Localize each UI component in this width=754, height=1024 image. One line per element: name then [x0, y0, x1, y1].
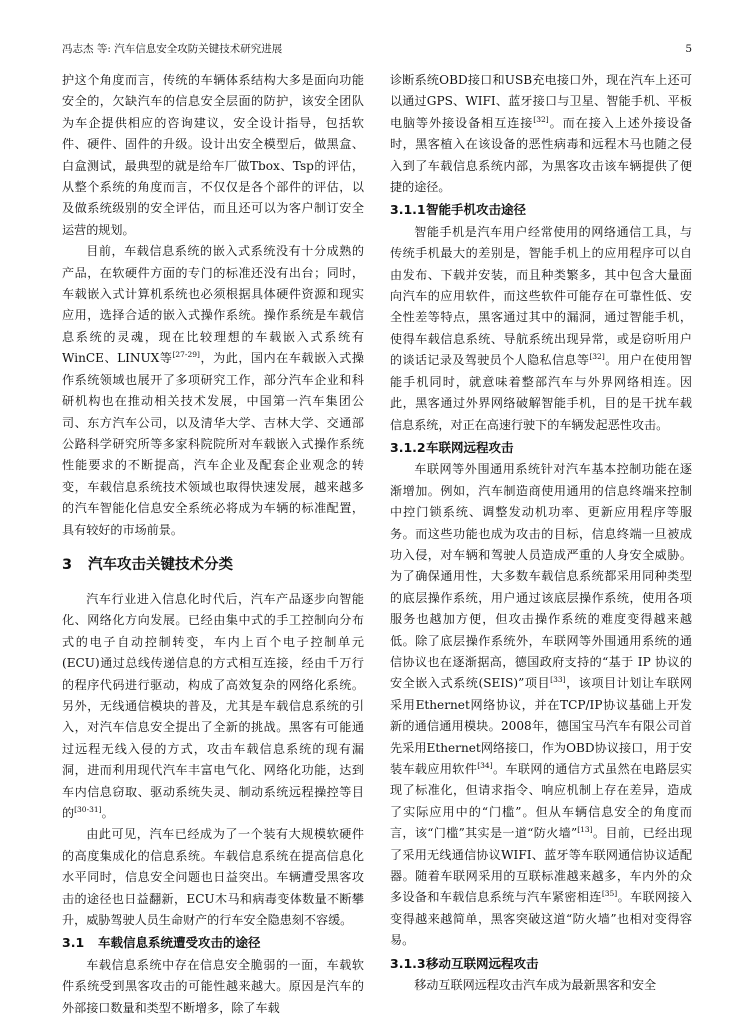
section-heading	[62, 553, 364, 577]
citation[interactable]: [32]	[589, 352, 605, 362]
paragraph	[62, 241, 364, 541]
paragraph	[390, 70, 692, 198]
subsubsection-number: 3.1.1	[390, 202, 426, 218]
subsubsection-heading	[390, 199, 692, 220]
running-header	[62, 40, 692, 58]
citation[interactable]: [32]	[533, 114, 549, 124]
subsubsection-title: 移动互联网远程攻击	[426, 955, 539, 971]
paragraph-text: 诊断系统OBD接口和USB充电接口外，现在汽车上还可以通过GPS、WIFI、蓝牙接口与卫星、智能手机、平板电脑等外接设备相互连接	[390, 73, 692, 130]
section-title: 汽车攻击关键技术分类	[88, 556, 233, 573]
paragraph: 移动互联网远程攻击汽车成为最新黑客和安全	[414, 978, 657, 993]
subsubsection-title: 智能手机攻击途径	[426, 202, 527, 218]
left-column	[62, 70, 364, 1019]
paragraph: 由此可见，汽车已经成为了一个装有大规模软硬件的高度集成化的信息系统。车载信息系统在提高信息化水平同时，信息安全问题也日益突出。车辆遭受黑客攻击的途径也日益翻新，ECU木马和病毒变体数量不断攀升，威胁驾驶人员生命财产的行车安全隐患刻不容缓。	[62, 827, 364, 928]
subsubsection-heading	[390, 437, 692, 458]
paragraph-text: 。用户在使用智能手机同时，就意味着整部汽车与外界网络相连。因此，黑客通过外界网络破解智能手机，目的是干扰车载信息系统，对正在高速行驶下的车辆发起恶性攻击。	[390, 353, 692, 432]
subsubsection-heading	[390, 953, 692, 974]
citation[interactable]: [33]	[550, 675, 566, 685]
subsubsection-number: 3.1.3	[390, 955, 426, 971]
paragraph-text: 。	[101, 806, 114, 820]
paragraph-text: 。而在接入上述外接设备时，黑客植入在该设备的恶性病毒和远程木马也随之侵入到了车载信息系统内部，为黑客攻击该车辆提供了便捷的途径。	[390, 115, 692, 195]
citation[interactable]: [34]	[477, 761, 493, 770]
paragraph-text: ，为此，国内在车载嵌入式操作系统领域也展开了多项研究工作，部分汽车企业和科研机构也在推动相关技术发展，中国第一汽车集团公司、东方汽车公司，以及清华大学、吉林大学、交通部公路科学研究所等多家科院院所对车载嵌入式操作系统性能要求的不断提高，汽车企业及配套企业观念的转变，车载信息系统技术领域也取得快速发展，越来越多的汽车智能化信息安全系统必将成为车辆的标准配置，具有较好的市场前景。	[62, 351, 364, 537]
citation[interactable]: [30-31]	[74, 805, 102, 814]
paragraph-text: 。车联网的通信方式虽然在电路层实现了标准化，但请求指令、响应机制上存在差异，造成了实际应用中的“门槛”。但从车辆信息安全的角度而言，该“门槛”其实是一道“防火墙”	[390, 762, 692, 841]
right-column	[390, 70, 692, 996]
paragraph-text: 汽车行业进入信息化时代后，汽车产品逐步向智能化、网络化方向发展。已经由集中式的手工控制向分布式的电子自动控制转变，车内上百个电子控制单元(ECU)通过总线传递信息的方式相互连接，经由千万行的程序代码进行驱动，构成了高效复杂的网络化系统。另外，无线通信模块的普及，尤其是车载信息系统的引入，对汽车信息安全提出了全新的挑战。黑客有可能通过远程无线入侵的方式，攻击车载信息系统的现有漏洞，进而利用现代汽车丰富电气化、网络化功能，达到车内信息窃取、驱动系统失灵、制动系统远程操控等目的	[62, 591, 364, 820]
subsection-number: 3.1	[62, 935, 85, 951]
subsection-heading	[62, 932, 364, 953]
paragraph: 车载信息系统中存在信息安全脆弱的一面，车载软件系统受到黑客攻击的可能性越来越大。原因是汽车的外部接口数量和类型不断增多，除了车载	[62, 957, 364, 1015]
paragraph-text: 智能手机是汽车用户经常使用的网络通信工具，与传统手机最大的差别是，智能手机上的应用程序可以自由发布、下载并安装，而且种类繁多，其中包含大量面向汽车的应用软件，而这些软件可能存在可靠性低、安全性差等特点，黑客通过其中的漏洞，通过智能手机，使得车载信息系统、导航系统出现异常，或是窃听用户的谈话记录及驾驶员个人隐私信息等	[390, 224, 692, 368]
paragraph: 护这个角度而言，传统的车辆体系结构大多是面向功能安全的，欠缺汽车的信息安全层面的防护，该安全团队为车企提供相应的咨询建议，安全设计指导，包括软件、硬件、固件的升级。设计出安全模型后，做黑盒、白盒测试，最典型的就是给车厂做Tbox、Tsp的评估，从整个系统的角度而言，不仅仅是各个部件的评估，以及做系统级别的安全评估，而且还可以为客户制订安全运营的规划。	[62, 73, 364, 237]
paragraph-text: 车联网等外围通用系统针对汽车基本控制功能在逐渐增加。例如，汽车制造商使用通用的信息终端来控制中控门锁系统、调整发动机功率、更新应用程序等服务。而这些功能也成为攻击的目标，信息终端一旦被成功入侵，对车辆和驾驶人员造成严重的人身安全威胁。为了确保通用性，大多数车载信息系统都采用同种类型的底层操作系统，用户通过该底层操作系统，使用各项服务也越加方便，但攻击操作系统的难度变得越来越低。除了底层操作系统外，车联网等外围通用系统的通信协议也在逐渐据高，德国政府支持的“基于 IP 协议的安全嵌入式系统(SEIS)”项目	[390, 462, 692, 691]
running-header-title: 冯志杰 等: 汽车信息安全攻防关键技术研究进展	[62, 43, 283, 55]
subsubsection-number: 3.1.2	[390, 439, 426, 455]
paragraph	[62, 589, 364, 824]
citation[interactable]: [13]	[577, 825, 593, 835]
page-number: 5	[685, 43, 692, 55]
paragraph-text: 目前，车载信息系统的嵌入式系统没有十分成熟的产品，在软硬件方面的专门的标准还没有出台；同时，车载嵌入式计算机系统也必须根据具体硬件资源和现实应用，选择合适的嵌入式操作系统。操作系统是车载信息系统的灵魂，现在比较理想的车载嵌入式系统有WinCE、LINUX等	[62, 244, 364, 366]
citation[interactable]: [27-29]	[172, 350, 200, 360]
paragraph-text: 。车联网接入变得越来越简单，黑客突破这道“防火墙”也相对变得容易。	[390, 890, 692, 948]
citation[interactable]: [35]	[601, 889, 618, 899]
subsubsection-title: 车联网远程攻击	[426, 439, 514, 455]
section-number: 3	[62, 556, 73, 573]
paragraph	[390, 459, 692, 951]
paragraph-text: 。目前，已经出现了采用无线通信协议WIFI、蓝牙等车联网通信协议适配器。随着车联网采用的互联标准越来越多，车内外的众多设备和车载信息系统与汽车紧密相连	[390, 826, 692, 905]
paragraph-text: ，该项目计划让车联网采用Ethernet网络协议，并在TCP/IP协议基础上开发新的通信通用模块。2008年，德国宝马汽车有限公司首先采用Ethernet网络接口，作为OBD协议接口，用于安装车载应用软件	[390, 676, 692, 776]
subsection-title: 车载信息系统遭受攻击的途径	[98, 935, 261, 951]
paragraph	[390, 222, 692, 436]
